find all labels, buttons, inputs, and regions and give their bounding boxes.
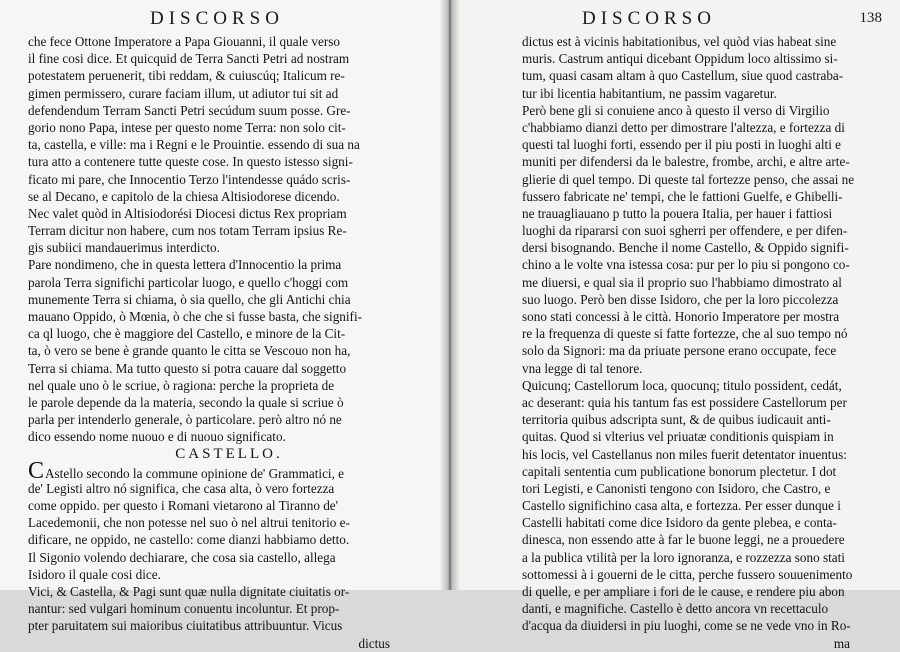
- text-line: ficato mi pare, che Innocentio Terzo l'intendesse quádo scris-: [28, 171, 351, 187]
- text-line: chino a le volte vna istessa cosa: pur per lo piu si pongono co-: [522, 257, 850, 273]
- section-heading: CASTELLO.: [175, 445, 283, 462]
- text-line: Pare nondimeno, che in questa lettera d'Innocentio la prima: [28, 257, 342, 273]
- text-line: solo da Signori: ma da priuate persone erano occupate, fece: [522, 343, 837, 359]
- text-line: ta, ò vero se bene è grande quanto le citta se Vescouo non ha,: [28, 343, 351, 359]
- text-line: de' Legisti altro nó significa, che casa alta, ò vero fortezza: [28, 480, 335, 496]
- text-line: tura atto a contenere tutte queste cose. In questo istesso signi-: [28, 154, 353, 170]
- text-line: Isidoro il quale cosi dice.: [28, 566, 161, 582]
- text-line: re la frequenza di queste si fatte fortezze, che al suo tempo nó: [522, 326, 848, 342]
- text-line: Quicunq; Castellorum loca, quocunq; titulo possident, cedát,: [522, 377, 842, 393]
- text-line: come oppido. per questo i Romani vietarono al Tiranno de': [28, 498, 339, 514]
- text-line: glierie di quel tempo. Di queste tal fortezze penso, che assai ne: [522, 171, 855, 187]
- catchword: ma: [833, 635, 850, 651]
- text-line: ca ql luogo, che è maggiore del Castello, e minore de la Cit-: [28, 326, 346, 342]
- text-line: che fece Ottone Imperatore a Papa Giouanni, il quale verso: [28, 34, 340, 49]
- text-line: Però bene gli si conuiene anco à questo il verso di Virgilio: [522, 102, 830, 118]
- left-page: [0, 0, 448, 651]
- right-page: [452, 0, 900, 651]
- text-line: muniti per difendersi da le balestre, frombe, archi, e altre arte-: [522, 154, 850, 170]
- text-line: tur ibi licentia habitantium, ne passim vagaretur.: [522, 85, 777, 101]
- text-line: dinesca, non essendo atte à far le buone leggi, ne a prouedere: [522, 532, 845, 548]
- text-line: Il Sigonio volendo dechiarare, che cosa sia castello, allega: [28, 549, 336, 565]
- text-line: gimen permissero, curare faciam illum, ut adiutor tui sit ad: [28, 85, 339, 101]
- text-line: tum, quasi casam altam à quo Castellum, siue quod castraba-: [522, 68, 844, 84]
- text-line: his locis, vel Castellanus non miles fuerit detentator inuentus:: [522, 446, 847, 462]
- text-line: danti, e magnifiche. Castello è detto ancora vn recettaculo: [522, 601, 829, 617]
- book-gutter: [440, 0, 460, 590]
- right-text-block: [522, 33, 890, 652]
- text-line: questi tal luoghi forti, essendo per il piu posti in luoghi alti e: [522, 137, 842, 153]
- text-line: luoghi da ripararsi con suoi sgherri per offendere, e per difen-: [522, 223, 848, 239]
- text-line: potestatem peruenerit, tibi reddam, & cuiuscúq; Italicum re-: [28, 68, 345, 84]
- text-line: d'acqua da diuidersi in piu luoghi, come se ne vede vno in Ro-: [522, 618, 851, 634]
- text-line: Terram dicitur non habere, cum nos totam Terram ipsius Re-: [28, 223, 347, 239]
- text-line: muris. Castrum antiqui dicebant Oppidum loco altissimo si-: [522, 51, 838, 67]
- text-line: tori Legisti, e Canonisti tengono con Isidoro, che Castro, e: [522, 480, 831, 496]
- text-line: parla per intenderlo generale, ò particolare. però altro nó ne: [28, 412, 342, 428]
- text-line: di quelle, e per ampliare i fori de le cause, e rendere piu abon: [522, 584, 845, 599]
- left-text-block: [28, 33, 430, 652]
- text-line: il fine cosi dice. Et quicquid de Terra Sancti Petri ad nostram: [28, 51, 350, 67]
- text-line: mauano Oppido, ò Mœnia, ò che che si fusse basta, che signifi-: [28, 309, 363, 324]
- text-line: dersi bisognando. Benche il nome Castello, & Oppido signifi-: [522, 240, 849, 256]
- left-running-head: DISCORSO: [150, 8, 284, 29]
- text-line: c'habbiamo dianzi detto per dimostrare l'altezza, e fortezza di: [522, 119, 845, 135]
- text-line: quitas. Quod si vlterius vel priuatæ conditionis quispiam in: [522, 429, 834, 445]
- text-line: ta, castella, e ville: ma i Regni e le Prouintie. essendo di sua na: [28, 137, 360, 153]
- text-line: defendendum Terram Sancti Petri secúdum suum posse. Gre-: [28, 102, 351, 118]
- text-line: vna legge di tal tenore.: [522, 360, 643, 376]
- text-line: Vici, & Castella, & Pagi sunt quæ nulla dignitate ciuitatis or-: [28, 584, 350, 599]
- text-line: Lacedemonii, che non potesse nel suo ò nel altrui tenitorio e-: [28, 515, 350, 531]
- text-line: ne trauagliauano p tutto la pouera Italia, per hauer i fattiosi: [522, 205, 833, 221]
- text-line: territoria quibus adscripta sunt, & de quibus iudicauit anti-: [522, 412, 831, 428]
- text-line: fussero fabricate ne' tempi, che le fattioni Guelfe, e Ghibelli-: [522, 188, 843, 204]
- text-line: dificare, ne oppido, ne castello: come dianzi habbiamo detto.: [28, 532, 350, 548]
- text-line: nantur: sed vulgari hominum conuentu incoluntur. Et prop-: [28, 601, 340, 617]
- text-line: dictus est à vicinis habitationibus, vel quòd vias habeat sine: [522, 34, 837, 49]
- text-line: dico essendo nome nuouo e di nuouo significato.: [28, 429, 286, 445]
- text-line: Terra si chiama. Ma tutto questo si potra cauare dal soggetto: [28, 360, 347, 376]
- text-line: capitali sententia cum publicatione bonorum plectetur. I dot: [522, 463, 837, 479]
- text-line: sottomessi à i gouerni de le citta, perche fussero souuenimento: [522, 566, 853, 582]
- text-line: gis subiici mandauerimus interdicto.: [28, 240, 220, 256]
- text-line: munemente Terra si chiama, ò sia quello, che gli Antichi chia: [28, 291, 351, 307]
- text-line: suo luogo. Però ben disse Isidoro, che per la loro piccolezza: [522, 291, 839, 307]
- text-line: me diuersi, e qual sia il proprio suo l'habbiamo dimostrato al: [522, 274, 842, 290]
- right-running-head: DISCORSO: [582, 8, 716, 29]
- page-number: 138: [859, 10, 882, 26]
- text-line: Nec valet quòd in Altisiodorési Diocesi dictus Rex propriam: [28, 205, 347, 221]
- text-line: a la publica vtilità per la loro ignoranza, e rozzezza sono stati: [522, 549, 845, 565]
- text-line: le parole depende da la materia, secondo la quale si scriue ò: [28, 394, 344, 410]
- text-line: Astello secondo la commune opinione de' Grammatici, e: [45, 465, 345, 481]
- text-line: sono stati concessi à le città. Honorio Imperatore per mostra: [522, 309, 840, 324]
- drop-cap: C: [28, 457, 45, 484]
- text-line-dropcap: [28, 457, 430, 484]
- text-line: gorio nono Papa, intese per questo nome Terra: non solo cit-: [28, 119, 346, 135]
- text-line: se al Decano, e capitolo de la chiesa Altisiodorese dicendo.: [28, 188, 340, 204]
- catchword: dictus: [358, 635, 390, 651]
- text-line: Castello significhino casa alta, e fortezza. Per esser dunque i: [522, 498, 841, 514]
- text-line: Castelli habitati come dice Isidoro da gente plebea, e conta-: [522, 515, 837, 531]
- text-line: nel quale uno ò le scriue, ò ragiona: perche la proprieta de: [28, 377, 335, 393]
- text-line: ac deserant: quia his tantum fas est possidere Castellorum per: [522, 394, 847, 410]
- text-line: pter paruitatem sui maioribus ciuitatibus attribuuntur. Vicus: [28, 618, 343, 634]
- text-line: parola Terra significhi particolar luogo, e quello c'hoggi com: [28, 274, 349, 290]
